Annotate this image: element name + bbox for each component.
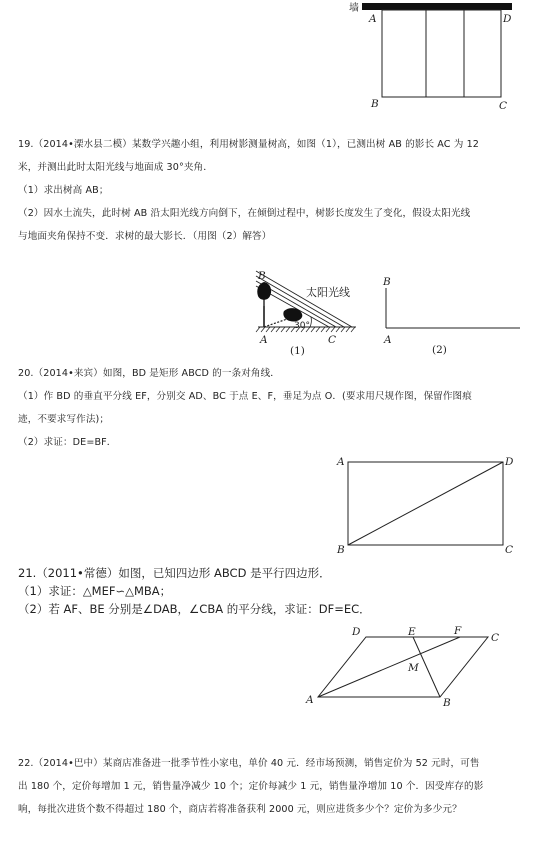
point-label-b: B [383,276,391,288]
q22-line: 出 180 个，定价每增加 1 元，销售量净减少 10 个；定价每减少 1 元，销售量净增加 10 个．因受库存的影 [18,781,484,792]
point-label-c: C [491,632,500,644]
point-label-c: C [328,334,337,346]
q19-line: （1）求出树高 AB； [18,185,109,196]
q21-line: （2）若 AF、BE 分别是∠DAB，∠CBA 的平分线，求证：DF=EC． [18,602,371,616]
point-label-d: D [352,626,361,638]
q20-line: （2）求证：DE=BF． [18,437,117,448]
q21-line: （1）求证：△MEF∽△MBA； [18,584,172,598]
point-label-b: B [258,270,266,282]
angle-arc [310,317,311,327]
fence-figure [0,0,537,120]
point-label-b: B [337,544,345,556]
wall-label: 墙 [349,3,359,14]
q20-line: （1）作 BD 的垂直平分线 EF，分别交 AD、BC 于点 E、F，垂足为点 O．(要求用尺规作图，保留作图痕 [18,391,472,402]
point-label-c: C [499,100,508,112]
point-label-c: C [505,544,514,556]
figure-caption: (2) [432,344,447,356]
tree-ground-figure [378,266,528,356]
point-label-d: D [505,456,514,468]
q21-line: 21.（2011•常德）如图，已知四边形 ABCD 是平行四边形． [18,566,331,580]
point-label-a: A [306,694,314,706]
parallelogram-abcd [318,637,488,697]
point-label-a: A [337,456,345,468]
q19-line: 与地面夹角保持不变．求树的最大影长．（用图（2）解答） [18,231,272,242]
rectangle-figure [330,452,530,562]
point-label-e: E [408,626,416,638]
q19-line: 19.（2014•溧水县二模）某数学兴趣小组，利用树影测量树高，如图（1），已测出树 AB 的影长 AC 为 12 [18,139,479,150]
point-label-b: B [371,98,379,110]
tree-crown-icon [257,282,271,300]
q22-line: 22.（2014•巴中）某商店准备进一批季节性小家电，单价 40 元．经市场预测，销售定价为 52 元时，可售 [18,758,480,769]
wall-bar [362,3,512,10]
point-label-a: A [369,13,377,25]
parallelogram-figure [300,622,515,714]
q19-line: （2）因水土流失，此时树 AB 沿太阳光线方向倒下，在倾倒过程中，树影长度发生了变化，假设太阳光线 [18,208,471,219]
point-label-d: D [503,13,512,25]
sun-label: 太阳光线 [306,286,350,299]
q20-line: 迹，不要求写作法)； [18,414,110,425]
tree-shadow-figure [248,266,378,356]
figure-caption: (1) [290,345,305,357]
q22-line: 响，每批次进货个数不得超过 180 个，商店若将准备获利 2000 元，则应进货多少个？定价为多少元？ [18,804,462,815]
point-label-a: A [260,334,268,346]
segment-af [318,637,460,697]
angle-label: 30° [294,321,310,331]
fallen-tree-trunk [264,318,290,327]
point-label-f: F [454,625,462,637]
diagonal-bd [348,462,503,545]
point-label-a: A [384,334,392,346]
q19-line: 米，并测出此时太阳光线与地面成 30°夹角． [18,162,213,173]
point-label-m: M [408,662,419,674]
fence-outline [382,10,501,97]
sun-rays [256,271,352,327]
point-label-b: B [443,697,451,709]
q20-line: 20.（2014•来宾）如图，BD 是矩形 ABCD 的一条对角线． [18,368,281,379]
